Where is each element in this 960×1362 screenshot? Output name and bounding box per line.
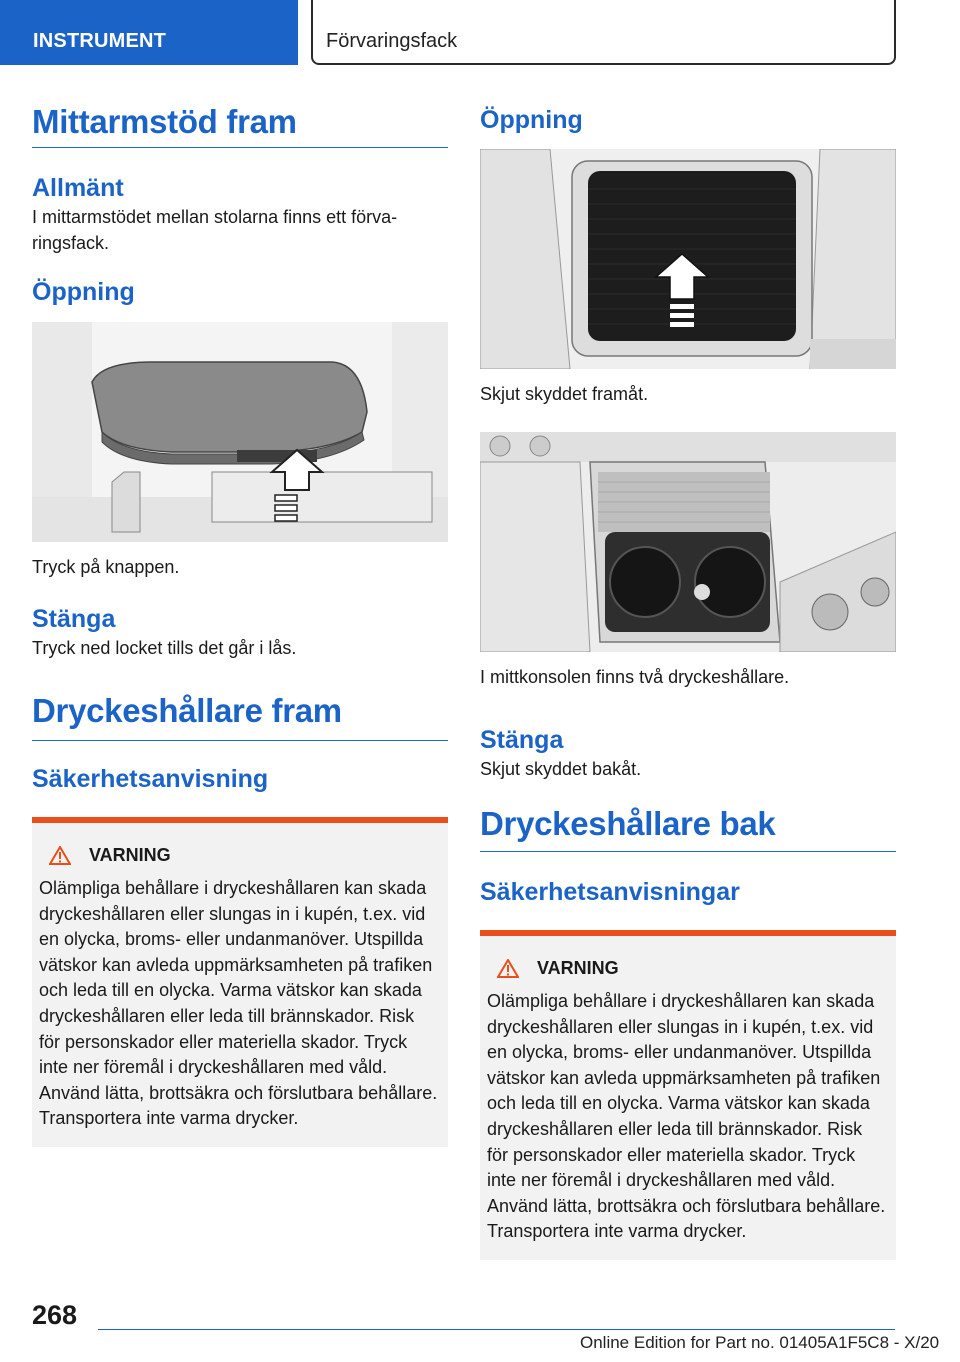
warning-triangle-icon [49,846,71,865]
warning-title [49,845,440,866]
armrest-image [32,322,448,542]
edition-text: Online Edition for Part no. 01405A1F5C8 - X/20 [580,1333,940,1352]
armrest-title: Mittarmstöd fram [32,100,448,148]
cupholder-rear-title: Dryckeshållare bak [480,802,896,852]
header-topic-tab [311,0,896,65]
general-heading: Allmänt [32,174,124,202]
general-text: I mittarmstödet mellan stolarna finns ett förvaringsfack. [32,207,398,253]
warning-triangle-icon [497,959,519,978]
closing-text: Tryck ned locket tills det går i lås. [32,638,297,658]
two-cupholders-caption: I mittkonsolen finns två dryckeshållare. [480,667,790,687]
right-safety-heading: Säkerhetsanvisningar [480,878,740,906]
page-number: 268 [32,1300,78,1330]
cupholders-image [480,432,896,652]
closing-heading: Stänga [32,605,116,633]
right-warning-label: VARNING [537,958,619,978]
cover-image [480,149,896,369]
cupholder-front-title: Dryckeshållare fram [32,689,448,741]
right-closing-text: Skjut skyddet bakåt. [480,759,642,779]
left-column [32,100,448,1147]
warning-box [32,817,448,1147]
section-title: INSTRUMENT [33,30,167,52]
right-warning-box [480,930,896,1260]
right-column [480,100,896,1260]
header-section-tab [0,0,298,65]
cover-illustration [480,149,896,369]
right-warning-title [497,958,888,979]
safety-heading: Säkerhetsanvisning [32,765,269,793]
right-closing-heading: Stänga [480,726,564,754]
armrest-illustration [32,322,448,542]
right-opening-heading: Öppning [480,106,583,134]
warning-text: Olämpliga behållare i dryckeshållaren kan skada dryckeshållaren eller slungas in i kupén, t.ex. vid en olycka, broms- eller undanmanöver. Utspillda vätskor kan avleda uppmärksamheten på trafiken och leda till en olycka. Varma vätskor kan skada dryckeshållaren eller leda till brännskador. Risk för personskador eller materiella skador. Tryck inte ner föremål i dryckeshållaren med våld. Använd lätta, brottsäkra och förslutbara behållare. Transportera inte varma drycker. [39,878,438,1129]
footer-divider [98,1329,895,1330]
warning-label: VARNING [89,845,171,865]
cupholders-illustration [480,432,896,652]
opening-heading: Öppning [32,278,135,306]
topic-title: Förvaringsfack [326,30,458,52]
opening-caption: Tryck på knappen. [32,557,180,577]
slide-caption: Skjut skyddet framåt. [480,384,649,404]
right-warning-text: Olämpliga behållare i dryckeshållaren kan skada dryckeshållaren eller slungas in i kupén, t.ex. vid en olycka, broms- eller undanmanöver. Utspillda vätskor kan avleda uppmärksamheten på trafiken och leda till en olycka. Varma vätskor kan skada dryckeshållaren eller leda till brännskador. Risk för personskador eller materiella skador. Tryck inte ner föremål i dryckeshållaren med våld. Använd lätta, brottsäkra och förslutbara behållare. Transportera inte varma drycker. [487,991,886,1242]
